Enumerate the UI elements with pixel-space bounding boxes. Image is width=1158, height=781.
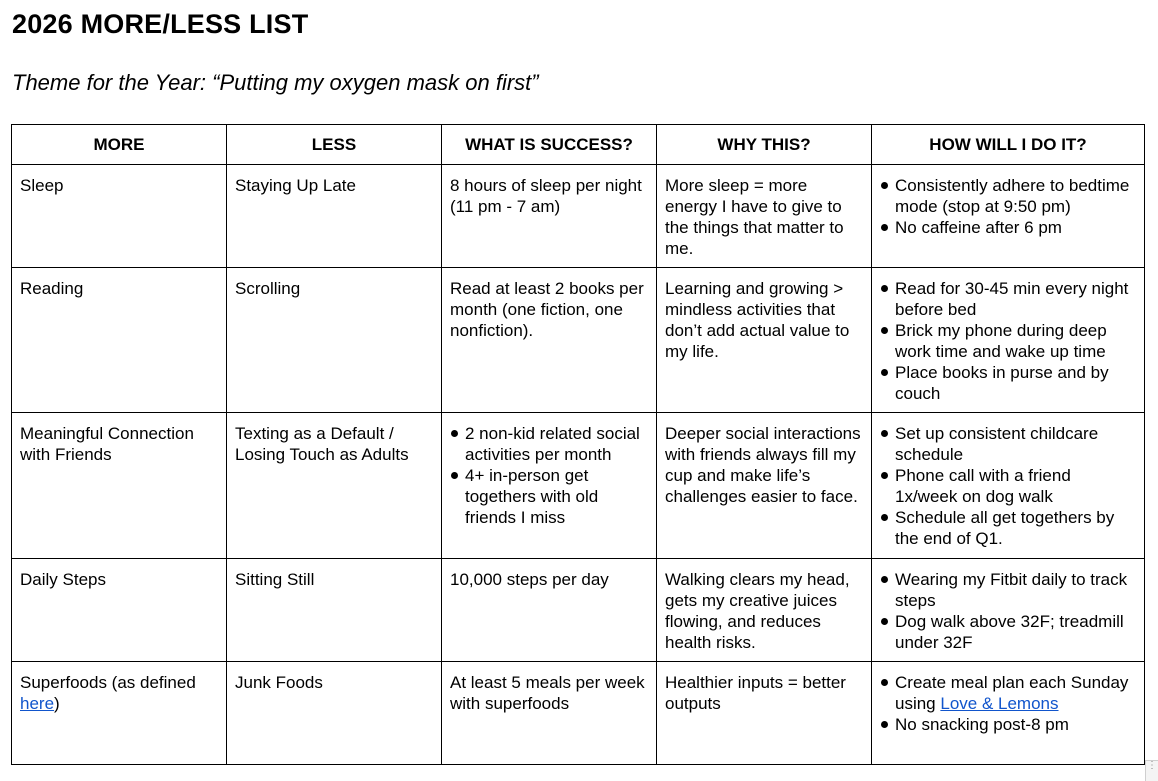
how-list	[880, 672, 1136, 735]
list-item: Set up consistent childcare schedule	[880, 423, 1136, 465]
cell-more	[12, 662, 227, 765]
cell-more: Meaningful Connection with Friends	[12, 413, 227, 559]
how-list	[880, 175, 1136, 238]
list-item-text: Create meal plan each Sunday using	[895, 673, 1129, 713]
superfoods-here-link[interactable]: here	[20, 694, 55, 713]
table-row	[12, 268, 1145, 413]
how-list	[880, 278, 1136, 404]
resize-handle[interactable]: ⋮	[1145, 760, 1158, 781]
cell-more: Sleep	[12, 165, 227, 268]
list-item: Read for 30-45 min every night before bed	[880, 278, 1136, 320]
how-list	[880, 569, 1136, 653]
list-item: Brick my phone during deep work time and wake up time	[880, 320, 1136, 362]
list-item: Consistently adhere to bedtime mode (stop at 9:50 pm)	[880, 175, 1136, 217]
theme-subtitle: Theme for the Year: “Putting my oxygen mask on first”	[12, 70, 539, 95]
header-why: WHY THIS?	[657, 125, 872, 165]
cell-less: Texting as a Default / Losing Touch as Adults	[227, 413, 442, 559]
cell-why: Deeper social interactions with friends always fill my cup and make life’s challenges easier to face.	[657, 413, 872, 559]
cell-less: Staying Up Late	[227, 165, 442, 268]
cell-how	[872, 165, 1145, 268]
success-list	[450, 423, 648, 528]
cell-how	[872, 662, 1145, 765]
how-list	[880, 423, 1136, 549]
list-item: No snacking post-8 pm	[880, 714, 1136, 735]
header-how: HOW WILL I DO IT?	[872, 125, 1145, 165]
cell-less: Junk Foods	[227, 662, 442, 765]
list-item: Wearing my Fitbit daily to track steps	[880, 569, 1136, 611]
cell-why: More sleep = more energy I have to give to the things that matter to me.	[657, 165, 872, 268]
cell-success: At least 5 meals per week with superfoods	[442, 662, 657, 765]
cell-why: Learning and growing > mindless activities that don’t add actual value to my life.	[657, 268, 872, 413]
table-row	[12, 413, 1145, 559]
list-item: 2 non-kid related social activities per month	[450, 423, 648, 465]
table-row	[12, 559, 1145, 662]
list-item: 4+ in-person get togethers with old friends I miss	[450, 465, 648, 528]
list-item: Dog walk above 32F; treadmill under 32F	[880, 611, 1136, 653]
cell-why: Walking clears my head, gets my creative juices flowing, and reduces health risks.	[657, 559, 872, 662]
list-item: No caffeine after 6 pm	[880, 217, 1136, 238]
document-title: 2026 MORE/LESS LIST	[12, 9, 309, 39]
cell-how	[872, 413, 1145, 559]
cell-success: Read at least 2 books per month (one fiction, one nonfiction).	[442, 268, 657, 413]
cell-less: Scrolling	[227, 268, 442, 413]
header-more: MORE	[12, 125, 227, 165]
cell-success: 8 hours of sleep per night (11 pm - 7 am)	[442, 165, 657, 268]
header-row	[12, 125, 1145, 165]
cell-success	[442, 413, 657, 559]
more-less-table	[11, 124, 1145, 765]
more-text: Superfoods (as defined	[20, 673, 196, 692]
header-less: LESS	[227, 125, 442, 165]
cell-how	[872, 268, 1145, 413]
table-row	[12, 165, 1145, 268]
cell-why: Healthier inputs = better outputs	[657, 662, 872, 765]
more-text-suffix: )	[54, 694, 60, 713]
list-item	[880, 672, 1136, 714]
cell-less: Sitting Still	[227, 559, 442, 662]
list-item: Phone call with a friend 1x/week on dog walk	[880, 465, 1136, 507]
cell-more: Daily Steps	[12, 559, 227, 662]
love-and-lemons-link[interactable]: Love & Lemons	[940, 694, 1059, 713]
list-item: Place books in purse and by couch	[880, 362, 1136, 404]
cell-how	[872, 559, 1145, 662]
cell-more: Reading	[12, 268, 227, 413]
header-success: WHAT IS SUCCESS?	[442, 125, 657, 165]
table-row	[12, 662, 1145, 765]
cell-success: 10,000 steps per day	[442, 559, 657, 662]
list-item: Schedule all get togethers by the end of Q1.	[880, 507, 1136, 549]
